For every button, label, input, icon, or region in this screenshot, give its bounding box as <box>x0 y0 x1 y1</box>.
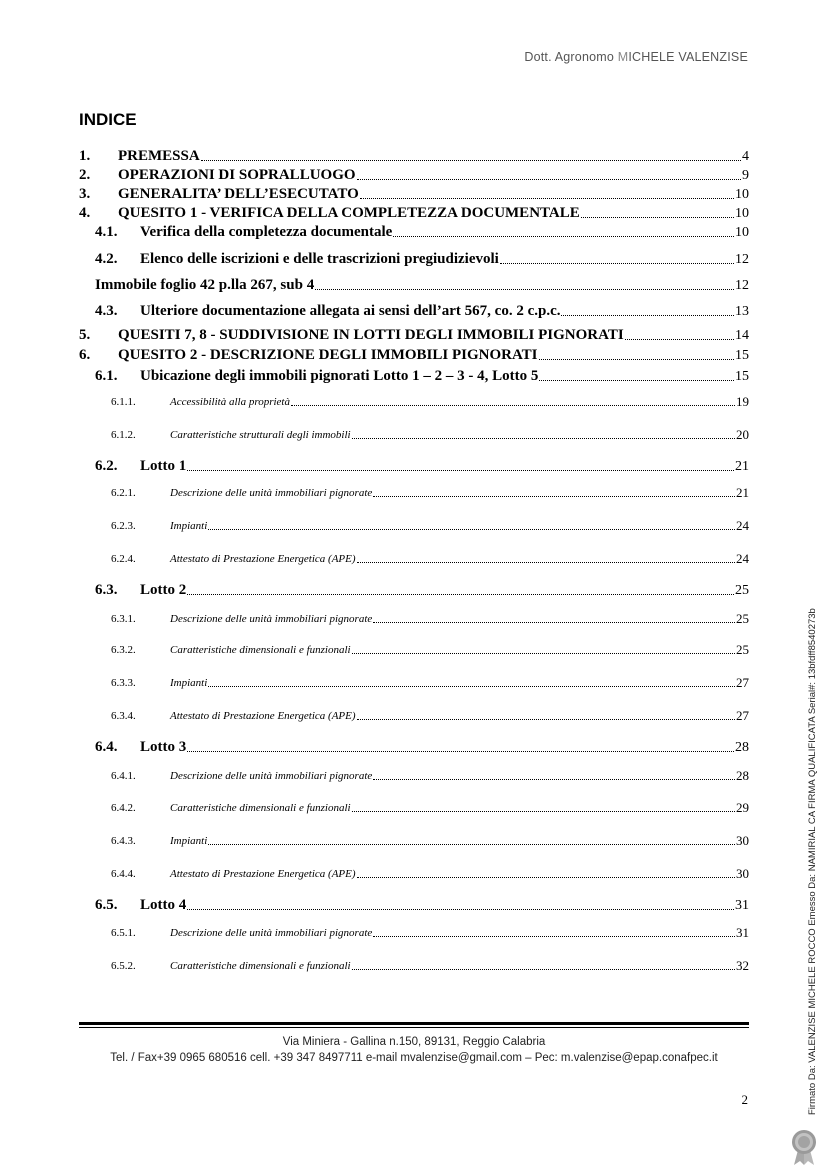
toc-entry-number: 6.3.3. <box>111 677 136 689</box>
toc-entry-title: Accessibilità alla proprietà <box>170 396 290 408</box>
toc-entry-page: 30 <box>736 866 749 881</box>
toc-entry-page: 9 <box>742 168 749 183</box>
toc-leader-dots <box>315 289 734 290</box>
toc-entry-page: 28 <box>735 740 749 755</box>
toc-entry <box>79 165 749 183</box>
toc-entry-page: 15 <box>735 369 749 384</box>
toc-entry-page: 28 <box>736 768 749 783</box>
toc-entry <box>111 390 749 408</box>
toc-entry-number: 2. <box>79 167 91 183</box>
toc-entry-title: PREMESSA <box>118 148 200 164</box>
toc-entry <box>111 671 749 689</box>
toc-entry-number: 4.1. <box>95 224 118 240</box>
toc-entry <box>111 796 749 814</box>
toc-entry-page: 25 <box>735 583 749 598</box>
toc-entry-title: QUESITO 2 - DESCRIZIONE DEGLI IMMOBILI PIGNORATI <box>118 347 538 363</box>
digital-signature-text: Firmato Da: VALENZISE MICHELE ROCCO Emesso Da: NAMIRIAL CA FIRMA QUALIFICATA Serial#: 13bfdff8540273b <box>807 608 818 1115</box>
footer-address: Via Miniera - Gallina n.150, 89131, Reggio Calabria <box>282 1036 546 1048</box>
toc-leader-dots <box>187 909 734 910</box>
footer-divider-thick <box>79 1022 749 1025</box>
toc-entry-page: 10 <box>735 206 749 221</box>
toc-leader-dots <box>352 438 735 439</box>
toc-entry-page: 12 <box>735 252 749 267</box>
toc-entry-title: Descrizione delle unità immobiliari pignorate <box>170 613 373 625</box>
toc-leader-dots <box>373 622 735 623</box>
toc-entry-number: 6.1. <box>95 368 118 384</box>
toc-entry <box>79 184 749 202</box>
toc-entry-page: 10 <box>735 187 749 202</box>
toc-entry <box>95 737 749 755</box>
toc-entry <box>95 580 749 598</box>
certification-seal-icon <box>789 1128 819 1166</box>
toc-entry-title: Impianti <box>170 835 208 847</box>
toc-entry <box>95 301 749 319</box>
toc-entry-number: 6.2.1. <box>111 487 136 499</box>
toc-entry-title: QUESITI 7, 8 - SUDDIVISIONE IN LOTTI DEGLI IMMOBILI PIGNORATI <box>118 327 624 343</box>
toc-entry-title: Ubicazione degli immobili pignorati Lotto 1 – 2 – 3 - 4, Lotto 5 <box>140 368 539 384</box>
toc-entry-title: Caratteristiche dimensionali e funzionali <box>170 802 351 814</box>
toc-entry-page: 14 <box>735 328 749 343</box>
toc-entry <box>95 366 749 384</box>
toc-leader-dots <box>208 529 735 530</box>
toc-leader-dots <box>357 179 741 180</box>
toc-entry-title: Descrizione delle unità immobiliari pignorate <box>170 487 373 499</box>
toc-leader-dots <box>357 877 735 878</box>
toc-entry-title: Lotto 1 <box>140 458 187 474</box>
toc-entry-title: GENERALITA’ DELL’ESECUTATO <box>118 186 359 202</box>
toc-leader-dots <box>373 936 735 937</box>
toc-leader-dots <box>539 380 734 381</box>
toc-entry-number: 6.2. <box>95 458 118 474</box>
toc-entry <box>95 249 749 267</box>
toc-entry-title: Impianti <box>170 677 208 689</box>
toc-entry-page: 21 <box>736 485 749 500</box>
toc-entry-number: 6.4. <box>95 739 118 755</box>
toc-entry-number: 4.2. <box>95 251 118 267</box>
toc-entry-title: QUESITO 1 - VERIFICA DELLA COMPLETEZZA DOCUMENTALE <box>118 205 580 221</box>
toc-entry-title: Caratteristiche strutturali degli immobili <box>170 429 351 441</box>
toc-leader-dots <box>291 405 735 406</box>
toc-entry <box>95 456 749 474</box>
toc-entry-page: 25 <box>736 611 749 626</box>
toc-entry <box>95 275 749 293</box>
toc-entry-number: 6.4.1. <box>111 770 136 782</box>
toc-entry-number: 6.2.4. <box>111 553 136 565</box>
toc-entry-number: 6.5.1. <box>111 927 136 939</box>
toc-entry <box>79 325 749 343</box>
toc-leader-dots <box>187 470 734 471</box>
footer-contacts: Tel. / Fax+39 0965 680516 cell. +39 347 8497711 e-mail mvalenzise@gmail.com – Pec: m.valenzise@epap.conafpec.it <box>110 1052 718 1064</box>
toc-leader-dots <box>360 198 734 199</box>
toc-leader-dots <box>373 496 735 497</box>
page-header: Dott. Agronomo MICHELE VALENZISE <box>524 50 748 64</box>
toc-entry-title: OPERAZIONI DI SOPRALLUOGO <box>118 167 356 183</box>
toc-entry-title: Impianti <box>170 520 208 532</box>
toc-leader-dots <box>581 217 734 218</box>
toc-entry-page: 20 <box>736 427 749 442</box>
toc-leader-dots <box>208 686 735 687</box>
toc-entry-title: Elenco delle iscrizioni e delle trascrizioni pregiudizievoli <box>140 251 499 267</box>
toc-entry-number: 6.1.1. <box>111 396 136 408</box>
toc-entry-page: 27 <box>736 675 749 690</box>
toc-entry <box>111 954 749 972</box>
toc-entry-number: 6.2.3. <box>111 520 136 532</box>
toc-leader-dots <box>373 779 735 780</box>
toc-entry-page: 12 <box>735 278 749 293</box>
toc-entry-page: 27 <box>736 708 749 723</box>
toc-entry <box>111 481 749 499</box>
toc-entry-number: 6.5. <box>95 897 118 913</box>
toc-entry-number: 3. <box>79 186 91 202</box>
toc-entry-number: 6. <box>79 347 91 363</box>
toc-entry <box>111 423 749 441</box>
toc-entry-number: 6.3.2. <box>111 644 136 656</box>
footer-divider-thin <box>79 1027 749 1028</box>
toc-leader-dots <box>208 844 735 845</box>
toc-entry <box>111 607 749 625</box>
toc-entry <box>111 547 749 565</box>
toc-entry-title: Ulteriore documentazione allegata ai sensi dell’art 567, co. 2 c.p.c. <box>140 303 561 319</box>
toc-entry-page: 31 <box>735 898 749 913</box>
toc-leader-dots <box>352 811 735 812</box>
toc-entry-page: 4 <box>742 149 749 164</box>
toc-entry-page: 29 <box>736 800 749 815</box>
toc-entry <box>111 638 749 656</box>
toc-entry-page: 32 <box>736 958 749 973</box>
toc-entry-number: 6.3.1. <box>111 613 136 625</box>
toc-entry-number: 6.4.3. <box>111 835 136 847</box>
toc-entry-title: Attestato di Prestazione Energetica (APE) <box>170 553 356 565</box>
toc-entry-title: Descrizione delle unità immobiliari pignorate <box>170 927 373 939</box>
toc-entry-page: 30 <box>736 833 749 848</box>
toc-leader-dots <box>539 359 734 360</box>
toc-entry-title: Attestato di Prestazione Energetica (APE) <box>170 868 356 880</box>
toc-entry-number: 6.5.2. <box>111 960 136 972</box>
toc-entry-page: 25 <box>736 642 749 657</box>
toc-entry <box>111 704 749 722</box>
toc-entry-page: 21 <box>735 459 749 474</box>
toc-entry-title: Lotto 3 <box>140 739 187 755</box>
toc-entry-title: Lotto 2 <box>140 582 187 598</box>
toc-entry <box>79 203 749 221</box>
toc-entry-number: 4.3. <box>95 303 118 319</box>
toc-entry-title: Verifica della completezza documentale <box>140 224 393 240</box>
toc-entry-title: Descrizione delle unità immobiliari pignorate <box>170 770 373 782</box>
toc-leader-dots <box>393 236 734 237</box>
toc-entry <box>111 764 749 782</box>
toc-leader-dots <box>352 969 735 970</box>
toc-entry-title: Caratteristiche dimensionali e funzionali <box>170 644 351 656</box>
toc-entry <box>111 862 749 880</box>
toc-entry-page: 31 <box>736 925 749 940</box>
toc-entry <box>111 514 749 532</box>
toc-entry-page: 15 <box>735 348 749 363</box>
toc-leader-dots <box>201 160 741 161</box>
toc-leader-dots <box>500 263 734 264</box>
toc-entry <box>95 895 749 913</box>
toc-entry <box>79 146 749 164</box>
page-number: 2 <box>741 1092 748 1107</box>
toc-leader-dots <box>357 719 735 720</box>
toc-entry <box>111 829 749 847</box>
toc-leader-dots <box>352 653 735 654</box>
toc-entry-number: 6.3.4. <box>111 710 136 722</box>
toc-entry-title: Lotto 4 <box>140 897 187 913</box>
toc-entry-number: 6.4.4. <box>111 868 136 880</box>
toc-leader-dots <box>187 594 734 595</box>
toc-entry-page: 24 <box>736 551 749 566</box>
toc-entry <box>79 345 749 363</box>
toc-entry-number: 6.3. <box>95 582 118 598</box>
toc-leader-dots <box>187 751 734 752</box>
index-title: INDICE <box>79 110 137 129</box>
toc-entry-number: 6.4.2. <box>111 802 136 814</box>
toc-leader-dots <box>561 315 734 316</box>
toc-entry-title: Immobile foglio 42 p.lla 267, sub 4 <box>95 277 315 293</box>
toc-entry-page: 19 <box>736 394 749 409</box>
toc-leader-dots <box>357 562 735 563</box>
toc-entry-page: 13 <box>735 304 749 319</box>
toc-entry <box>95 222 749 240</box>
toc-entry <box>111 921 749 939</box>
toc-entry-page: 24 <box>736 518 749 533</box>
toc-entry-number: 6.1.2. <box>111 429 136 441</box>
toc-entry-number: 5. <box>79 327 91 343</box>
toc-entry-title: Caratteristiche dimensionali e funzionali <box>170 960 351 972</box>
toc-leader-dots <box>625 339 734 340</box>
toc-entry-title: Attestato di Prestazione Energetica (APE) <box>170 710 356 722</box>
toc-entry-number: 4. <box>79 205 91 221</box>
toc-entry-page: 10 <box>735 225 749 240</box>
toc-entry-number: 1. <box>79 148 91 164</box>
